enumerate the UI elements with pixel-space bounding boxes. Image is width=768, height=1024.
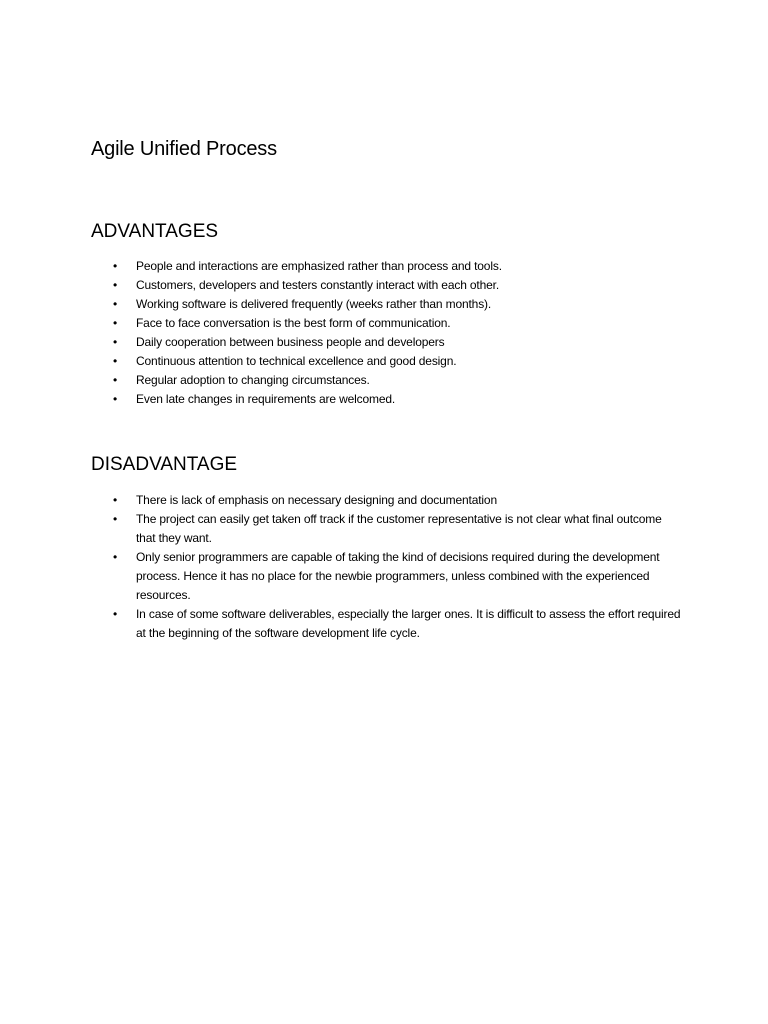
list-item xyxy=(0,257,768,276)
list-item-text: Face to face conversation is the best form of communication. xyxy=(136,316,451,330)
bullet-icon: • xyxy=(113,259,118,273)
bullet-icon: • xyxy=(113,512,118,526)
list-item-text: Working software is delivered frequently (weeks rather than months). xyxy=(136,297,492,311)
list-item xyxy=(0,276,768,295)
list-item xyxy=(0,295,768,314)
advantages-heading: ADVANTAGES xyxy=(91,221,219,242)
advantages-list xyxy=(0,257,768,409)
list-item-text: There is lack of emphasis on necessary designing and documentation xyxy=(136,493,497,507)
bullet-icon: • xyxy=(113,373,118,387)
bullet-icon: • xyxy=(113,316,118,330)
list-item-text: Customers, developers and testers constantly interact with each other. xyxy=(136,278,500,292)
list-item-text: The project can easily get taken off track if the customer representative is not clear what final outcome that they want. xyxy=(136,512,662,545)
document-title: Agile Unified Process xyxy=(91,138,277,160)
list-item-text: Even late changes in requirements are welcomed. xyxy=(136,392,396,406)
disadvantage-heading: DISADVANTAGE xyxy=(91,454,238,475)
list-item-text: Only senior programmers are capable of taking the kind of decisions required during the development process. Hence it has no place for the newbie programmers, unless combined with the experienced resources. xyxy=(136,550,660,602)
bullet-icon: • xyxy=(113,392,118,406)
bullet-icon: • xyxy=(113,335,118,349)
list-item xyxy=(0,314,768,333)
list-item xyxy=(0,510,768,548)
bullet-icon: • xyxy=(113,493,118,507)
list-item-text: Daily cooperation between business people and developers xyxy=(136,335,445,349)
list-item xyxy=(0,491,768,510)
bullet-icon: • xyxy=(113,550,118,564)
list-item xyxy=(0,352,768,371)
list-item xyxy=(0,548,768,605)
bullet-icon: • xyxy=(113,354,118,368)
list-item-text: In case of some software deliverables, especially the larger ones. It is difficult to assess the effort required at the beginning of the software development life cycle. xyxy=(136,607,681,640)
list-item xyxy=(0,605,768,643)
list-item xyxy=(0,333,768,352)
list-item-text: People and interactions are emphasized rather than process and tools. xyxy=(136,259,502,273)
bullet-icon: • xyxy=(113,607,118,621)
disadvantage-list xyxy=(0,491,768,643)
list-item xyxy=(0,390,768,409)
list-item-text: Continuous attention to technical excellence and good design. xyxy=(136,354,457,368)
bullet-icon: • xyxy=(113,278,118,292)
list-item xyxy=(0,371,768,390)
bullet-icon: • xyxy=(113,297,118,311)
list-item-text: Regular adoption to changing circumstances. xyxy=(136,373,370,387)
